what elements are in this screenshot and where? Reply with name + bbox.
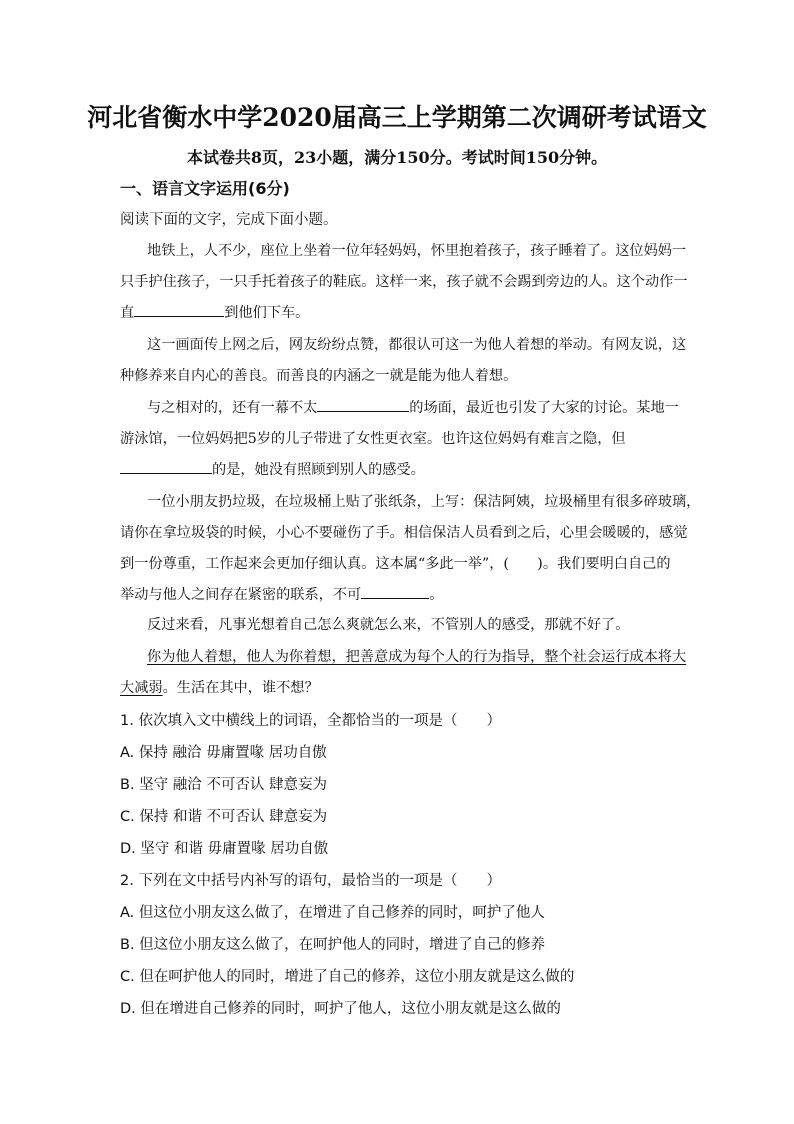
exam-title: 河北省衡水中学2020届高三上学期第二次调研考试语文 [87,103,707,132]
fill-blank-4 [361,584,429,599]
question-1-option-d: D. 坚守 和谐 毋庸置喙 居功自傲 [120,841,329,857]
passage-line: 只手护住孩子，一只手托着孩子的鞋底。这样一来，孩子就不会踢到旁边的人。这个动作一 [120,274,688,290]
passage-line [120,459,425,479]
fill-blank-2 [317,397,409,412]
passage-line [120,584,443,604]
passage-line [120,302,309,322]
passage-text: 直 [120,305,135,321]
passage-text: 与之相对的，还有一幕不太 [147,400,318,416]
instruction: 阅读下面的文字，完成下面小题。 [120,212,338,228]
passage-text: 的场面，最近也引发了大家的讨论。某地一 [409,400,679,416]
question-1-option-a: A. 保持 融洽 毋庸置喙 居功自傲 [120,745,327,761]
fill-blank-3 [120,459,212,474]
question-2-option-b: B. 但这位小朋友这么做了，在呵护他人的同时，增进了自己的修养 [120,937,546,953]
passage-line: 游泳馆，一位妈妈把5岁的儿子带进了女性更衣室。也许这位妈妈有难言之隐，但 [120,431,626,447]
passage-text: 的是，她没有照顾到别人的感受。 [212,462,425,478]
question-1-option-b: B. 坚守 融洽 不可否认 肆意妄为 [120,777,327,793]
passage-line: 一位小朋友扔垃圾，在垃圾桶上贴了张纸条，上写：保洁阿姨，垃圾桶里有很多碎玻璃， [147,494,701,510]
passage-line: 这一画面传上网之后，网友纷纷点赞，都很认可这一为他人着想的举动。有网友说，这 [147,337,687,353]
passage-line: 反过来看，凡事光想着自己怎么爽就怎么来，不管别人的感受，那就不好了。 [147,617,630,633]
question-1-stem: 1. 依次填入文中横线上的词语，全都恰当的一项是（ ） [120,713,501,729]
question-2-option-c: C. 但在呵护他人的同时，增进了自己的修养，这位小朋友就是这么做的 [120,969,575,985]
passage-text: 举动与他人之间存在紧密的联系，不可 [120,587,362,603]
passage-line [120,677,319,697]
question-2-option-d: D. 但在增进自己修养的同时，呵护了他人，这位小朋友就是这么做的 [120,1001,561,1017]
underlined-text: 大减弱 [120,680,163,696]
question-1-option-c: C. 保持 和谐 不可否认 肆意妄为 [120,809,328,825]
fill-blank-1 [134,302,224,317]
section-heading: 一、语言文字运用(6分) [120,179,290,198]
passage-line: 地铁上，人不少，座位上坐着一位年轻妈妈，怀里抱着孩子，孩子睡着了。这位妈妈一 [147,243,687,259]
exam-subtitle: 本试卷共8页，23小题，满分150分。考试时间150分钟。 [186,148,608,167]
passage-line: 到一份尊重，工作起来会更加仔细认真。这本属“多此一举”，( )。我们要明白自己的 [120,556,671,572]
passage-text: 到他们下车。 [224,305,310,321]
passage-line: 种修养来自内心的善良。而善良的内涵之一就是能为他人着想。 [120,368,518,384]
question-2-stem: 2. 下列在文中括号内补写的语句，最恰当的一项是（ ） [120,873,501,889]
question-2-option-a: A. 但这位小朋友这么做了，在增进了自己修养的同时，呵护了他人 [120,905,545,921]
passage-line [147,397,679,417]
passage-line: 请你在拿垃圾袋的时候，小心不要碰伤了手。相信保洁人员看到之后，心里会暖暖的，感觉 [120,525,688,541]
passage-text: 。 [429,587,444,603]
passage-text: 。生活在其中，谁不想？ [162,680,319,696]
underlined-sentence: 你为他人着想，他人为你着想，把善意成为每个人的行为指导，整个社会运行成本将大 [147,649,687,665]
